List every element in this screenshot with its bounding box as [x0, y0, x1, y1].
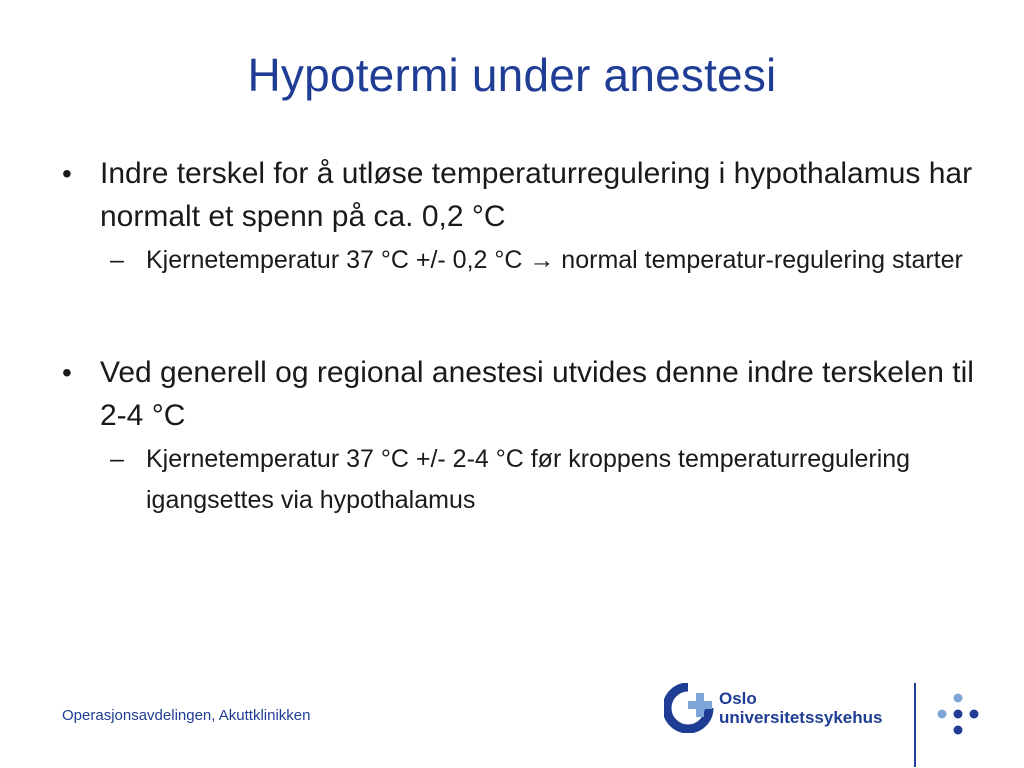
slide-title: Hypotermi under anestesi [247, 49, 777, 101]
logo-line-universitetssykehus: universitetssykehus [719, 708, 883, 727]
bullet-list [62, 152, 982, 521]
dash-mark: – [110, 246, 124, 274]
dot-cross-pattern-icon [930, 692, 990, 742]
logo-line-oslo: Oslo [719, 689, 757, 708]
bullet-item [62, 351, 982, 437]
logo-text [719, 689, 882, 727]
dash-mark: – [110, 445, 124, 473]
logo-divider [914, 683, 916, 767]
bullet-item [62, 152, 982, 238]
bullet-mark: • [62, 357, 72, 388]
sub-bullet-text: Kjernetemperatur 37 °C +/- 2-4 °C før kroppens temperaturregulering igangsettes via hypothalamus [146, 445, 911, 514]
sub-bullet-text: Kjernetemperatur 37 °C +/- 0,2 °C → normal temperatur-regulering starter [146, 246, 963, 274]
bullet-text: Ved generell og regional anestesi utvides denne indre terskelen til 2-4 °C [100, 356, 974, 432]
sub-bullet-item [110, 240, 982, 281]
bullet-text: Indre terskel for å utløse temperaturregulering i hypothalamus har normalt et spenn på ca. 0,2 °C [100, 157, 973, 233]
bullet-mark: • [62, 158, 72, 189]
sub-bullet-item [110, 439, 982, 521]
footer-department: Operasjonsavdelingen, Akuttklinikken [62, 707, 311, 724]
